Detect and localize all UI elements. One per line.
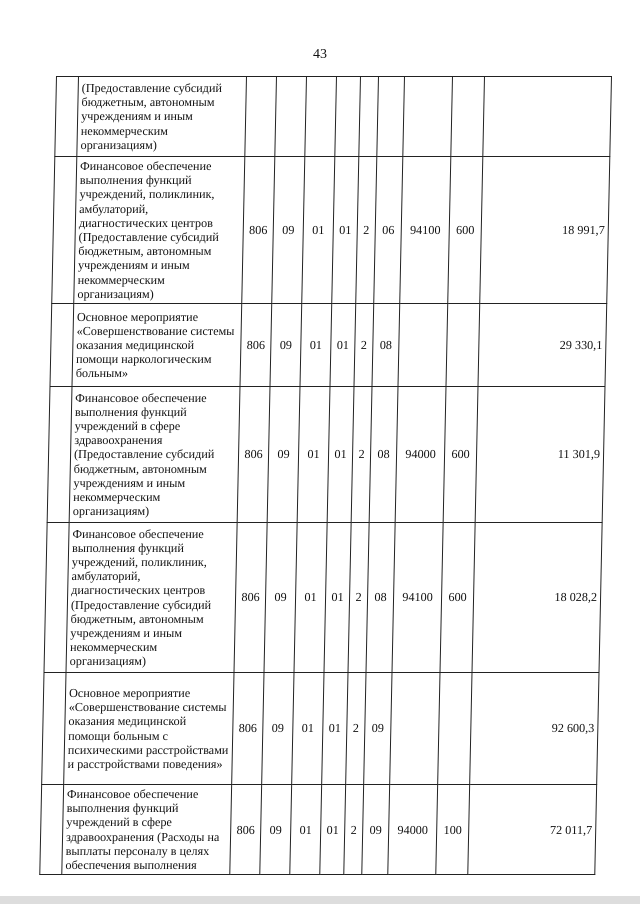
table-cell-subsection: 01 — [302, 157, 335, 304]
table-cell-name: (Предоставление субсидий бюджетным, автономным учреждениям и иным некоммерческим организациям) — [77, 77, 247, 157]
table-cell-section: 09 — [267, 387, 300, 523]
table-cell-direction — [398, 304, 448, 387]
table-cell-section: 09 — [260, 785, 292, 875]
table-cell-admin: 806 — [240, 304, 272, 387]
table-cell-blank — [55, 77, 79, 157]
table-row — [47, 387, 605, 523]
table-cell-amount: 72 011,7 — [468, 785, 597, 875]
table-cell-subsection: 01 — [300, 304, 332, 387]
table-cell-subsection: 01 — [297, 387, 330, 523]
table-cell-event: 08 — [366, 523, 395, 673]
table-cell-program: 01 — [324, 523, 351, 673]
table-cell-subsection: 01 — [290, 785, 322, 875]
table-cell-direction — [403, 77, 453, 157]
table-cell-subsection: 01 — [292, 673, 324, 785]
table-cell-blank — [44, 523, 69, 673]
table-cell-admin: 806 — [230, 785, 262, 875]
table-cell-blank — [42, 673, 66, 785]
table-cell-amount: 18 028,2 — [472, 523, 602, 673]
table-cell-direction: 94100 — [392, 523, 443, 673]
table-cell-admin: 806 — [232, 673, 264, 785]
table-cell-event: 08 — [369, 387, 398, 523]
table-cell-blank — [47, 387, 72, 523]
table-cell-direction — [390, 673, 440, 785]
table-cell-blank — [40, 785, 64, 875]
table-cell-admin: 806 — [242, 157, 275, 304]
table-cell-event — [377, 77, 405, 157]
table-cell-section: 09 — [264, 523, 297, 673]
table-cell-name: Финансовое обеспечение выполнения функций учреждений, поликлиник, амбулаторий, диагностических центров (Предоставление субсидий бюджетным, автономным учреждениям и иным некоммерческим организациям) — [66, 523, 237, 673]
table-cell-expense-type — [438, 673, 472, 785]
table-cell-subprogram: 2 — [356, 157, 377, 304]
table-cell-admin: 806 — [234, 523, 267, 673]
table-row — [52, 157, 610, 304]
table-cell-program: 01 — [327, 387, 354, 523]
table-cell-section — [275, 77, 307, 157]
table-cell-expense-type: 600 — [440, 523, 475, 673]
scan-bottom-edge — [0, 896, 640, 904]
table-cell-expense-type: 600 — [443, 387, 478, 523]
table-cell-expense-type: 100 — [436, 785, 470, 875]
table-cell-event: 06 — [374, 157, 403, 304]
table-cell-amount: 92 600,3 — [470, 673, 599, 785]
table-cell-name: Финансовое обеспечение выполнения функций учреждений, поликлиник, амбулаторий, диагностических центров (Предоставление субсидий бюджетным, автономным учреждениям и иным некоммерческим организациям) — [74, 157, 245, 304]
table-row — [55, 77, 612, 157]
table-cell-name: Финансовое обеспечение выполнения функций учреждений в сфере здравоохранения (Расходы на выплаты персоналу в целях обеспечения выполнения — [62, 785, 232, 875]
table-cell-amount: 18 991,7 — [480, 157, 610, 304]
table-cell-section: 09 — [272, 157, 305, 304]
table-cell-amount: 11 301,9 — [475, 387, 605, 523]
table-cell-subprogram: 2 — [354, 304, 374, 387]
table-cell-blank — [50, 304, 74, 387]
table-cell-name: Основное мероприятие «Совершенствование системы оказания медицинской помощи больным с психическими расстройствами и расстройствами поведения» — [64, 673, 234, 785]
table-row — [44, 523, 602, 673]
table-cell-name: Основное мероприятие «Совершенствование системы оказания медицинской помощи наркологическим больным» — [72, 304, 242, 387]
table-cell-admin: 806 — [237, 387, 270, 523]
budget-table-wrapper — [40, 76, 611, 873]
table-cell-program — [335, 77, 361, 157]
table-cell-program: 01 — [330, 304, 356, 387]
table-cell-event: 09 — [364, 673, 392, 785]
table-cell-expense-type — [446, 304, 480, 387]
table-cell-subprogram — [359, 77, 379, 157]
page-number: 43 — [313, 47, 327, 62]
table-cell-subsection: 01 — [294, 523, 327, 673]
table-cell-blank — [52, 157, 77, 304]
table-cell-direction: 94000 — [388, 785, 438, 875]
table-cell-name: Финансовое обеспечение выполнения функций учреждений в сфере здравоохранения (Предоставление субсидий бюджетным, автономным учреждениям и иным некоммерческим организациям) — [69, 387, 240, 523]
table-cell-admin — [245, 77, 277, 157]
table-cell-direction: 94000 — [395, 387, 446, 523]
table-cell-program: 01 — [320, 785, 346, 875]
table-cell-direction: 94100 — [400, 157, 451, 304]
table-cell-event: 08 — [372, 304, 400, 387]
table-cell-amount: 29 330,1 — [478, 304, 607, 387]
table-cell-section: 09 — [270, 304, 302, 387]
table-cell-expense-type — [451, 77, 485, 157]
table-row — [42, 673, 599, 785]
table-cell-expense-type: 600 — [448, 157, 483, 304]
table-cell-section: 09 — [262, 673, 294, 785]
table-cell-subprogram: 2 — [346, 673, 366, 785]
table-cell-program: 01 — [332, 157, 359, 304]
table-row — [40, 785, 597, 875]
table-cell-program: 01 — [322, 673, 348, 785]
table-cell-subprogram: 2 — [344, 785, 364, 875]
table-cell-subprogram: 2 — [351, 387, 372, 523]
budget-table — [39, 76, 612, 875]
table-cell-event: 09 — [362, 785, 390, 875]
table-row — [50, 304, 607, 387]
table-cell-subprogram: 2 — [348, 523, 369, 673]
table-cell-amount — [483, 77, 612, 157]
table-cell-subsection — [305, 77, 337, 157]
